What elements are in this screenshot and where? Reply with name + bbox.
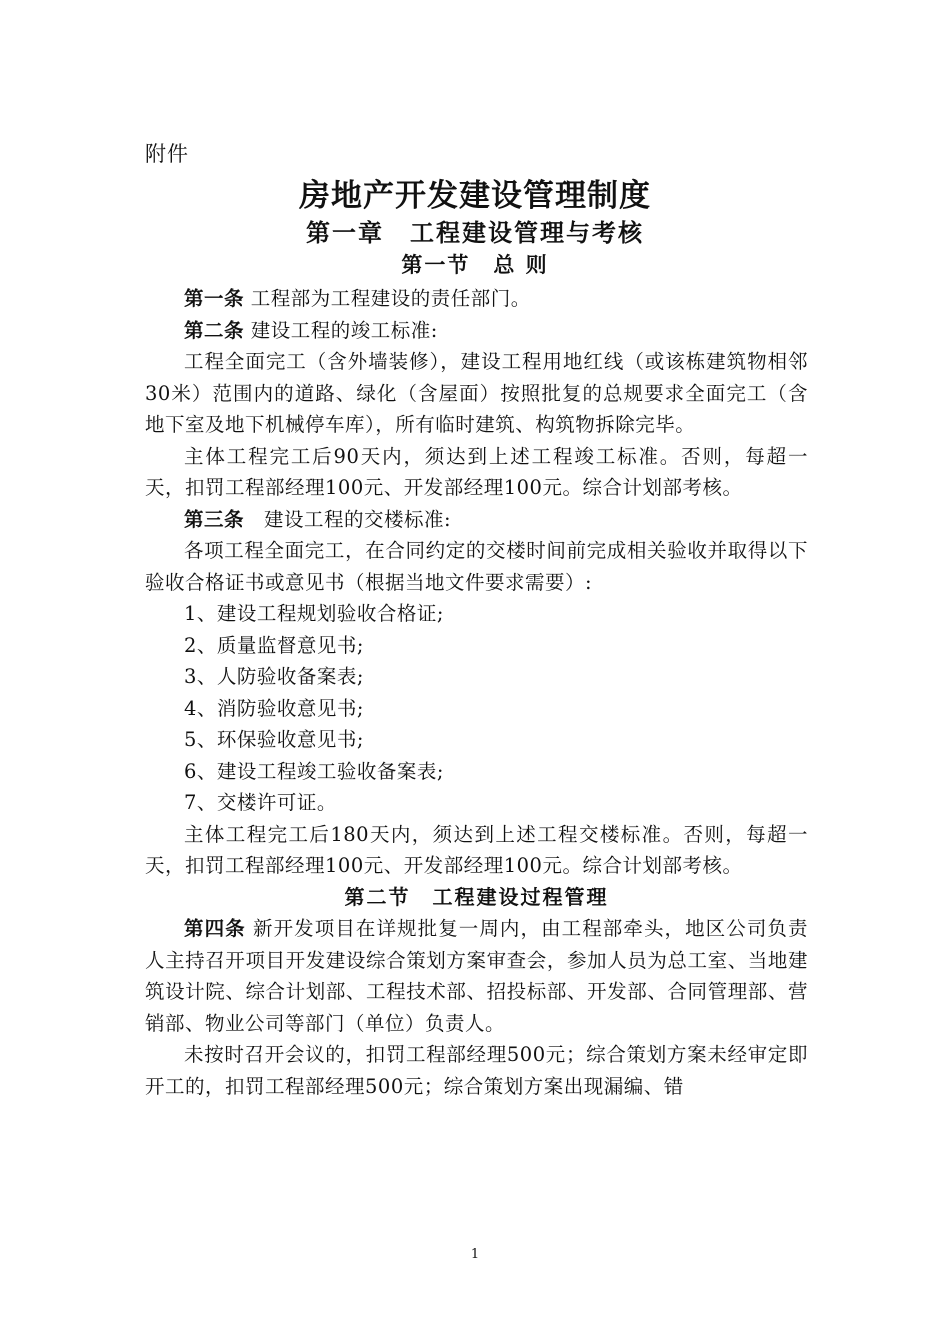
paragraph-penalty: 未按时召开会议的，扣罚工程部经理500元；综合策划方案未经审定即开工的，扣罚工程部经理500元；综合策划方案出现漏编、错	[145, 1043, 808, 1098]
article-text: 建设工程的竣工标准:	[244, 318, 438, 342]
article-text: 新开发项目在详规批复一周内，由工程部牵头，地区公司负责人主持召开项目开发建设综合策划方案审查会，参加人员为总工室、当地建筑设计院、综合计划部、工程技术部、招投标部、开发部、合同管理部、营销部、物业公司等部门（单位）负责人。	[145, 917, 808, 1035]
list-item: 5、环保验收意见书;	[184, 728, 364, 751]
article-3	[145, 504, 808, 536]
list-item: 4、消防验收意见书;	[184, 696, 364, 720]
article-label: 第三条	[184, 507, 245, 531]
chapter-heading: 第一章 工程建设管理与考核	[306, 218, 644, 247]
article-label: 第一条	[184, 287, 245, 310]
list-item: 2、质量监督意见书;	[184, 633, 364, 657]
page-number: 1	[470, 1247, 480, 1262]
list-item: 1、建设工程规划验收合格证;	[184, 602, 444, 625]
paragraph-penalty: 主体工程完工后180天内，须达到上述工程交楼标准。否则，每超一天，扣罚工程部经理100元、开发部经理100元。综合计划部考核。	[145, 822, 808, 877]
list-item: 6、建设工程竣工验收备案表;	[184, 759, 444, 783]
article-2	[145, 315, 808, 347]
list-item: 3、人防验收备案表;	[184, 665, 364, 688]
article-4	[145, 913, 808, 1039]
article-label: 第四条	[184, 917, 246, 940]
document-title: 房地产开发建设管理制度	[299, 178, 651, 214]
article-1	[145, 283, 808, 315]
paragraph-penalty: 主体工程完工后90天内，须达到上述工程竣工标准。否则，每超一天，扣罚工程部经理100元、开发部经理100元。综合计划部考核。	[145, 444, 808, 499]
attachment-label: 附件	[145, 142, 189, 166]
section-heading-2: 第二节 工程建设过程管理	[344, 884, 609, 909]
article-text: 建设工程的交楼标准:	[244, 507, 452, 531]
article-text: 工程部为工程建设的责任部门。	[244, 287, 531, 310]
section-heading-1: 第一节 总 则	[401, 252, 549, 277]
article-label: 第二条	[184, 318, 245, 342]
paragraph-completion-standard: 工程全面完工（含外墙装修），建设工程用地红线（或该栋建筑物相邻30米）范围内的道路、绿化（含屋面）按照批复的总规要求全面完工（含地下室及地下机械停车库），所有临时建筑、构筑物拆除完毕。	[145, 350, 808, 436]
document-body	[145, 283, 808, 1102]
list-item: 7、交楼许可证。	[184, 791, 337, 814]
paragraph-handover-standard: 各项工程全面完工，在合同约定的交楼时间前完成相关验收并取得以下验收合格证书或意见书（根据当地文件要求需要）:	[145, 539, 808, 594]
